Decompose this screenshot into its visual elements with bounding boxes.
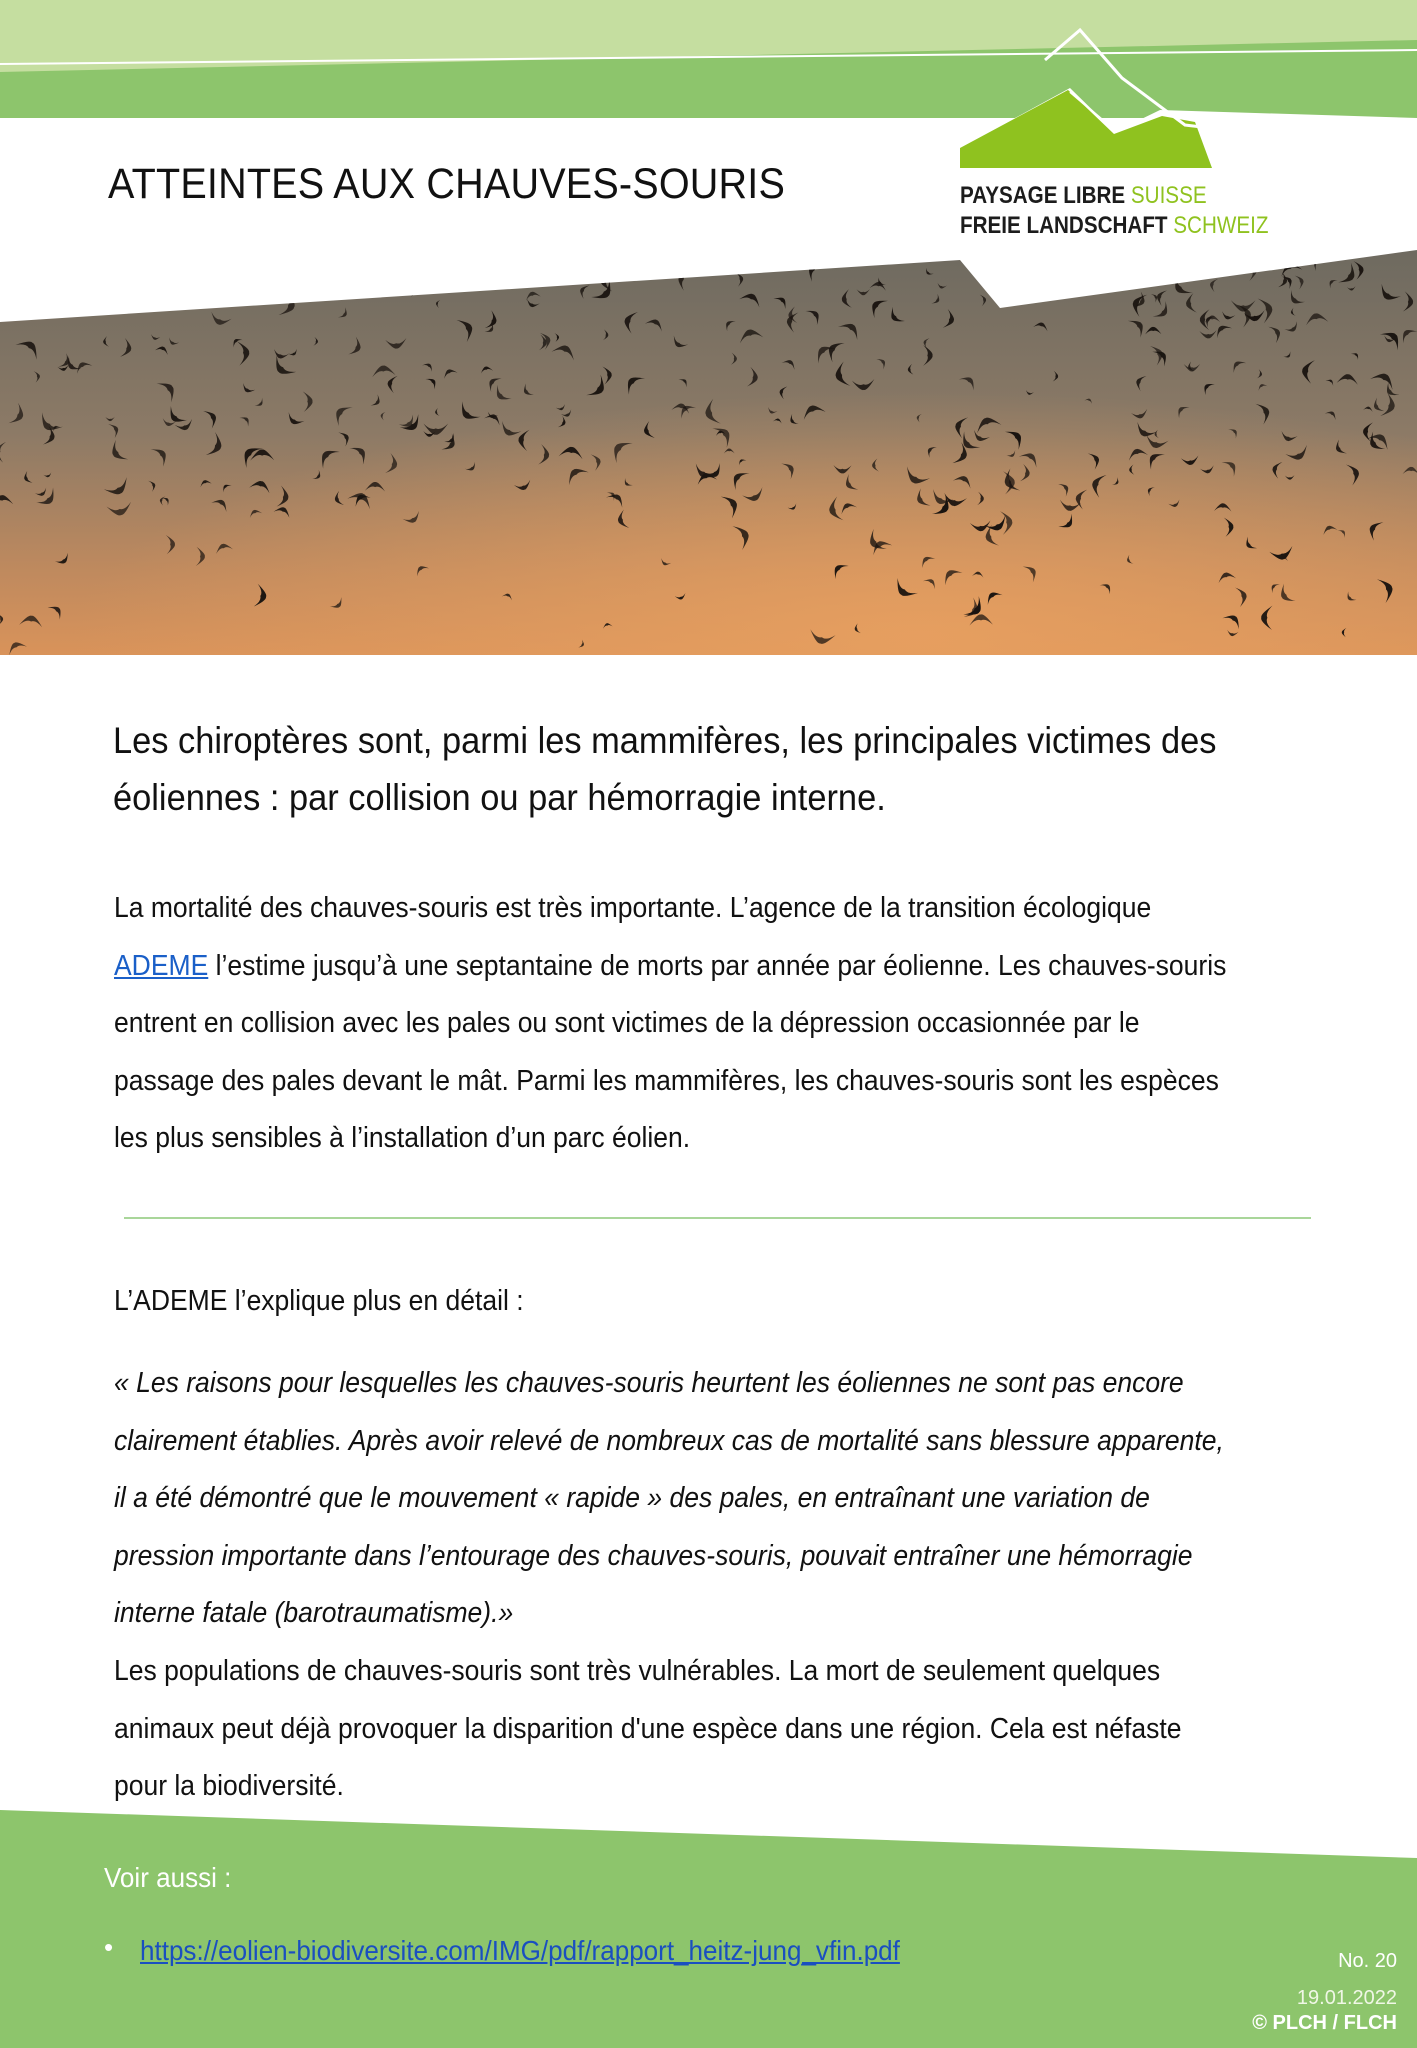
paragraph-mortality xyxy=(114,880,1241,1168)
bat-silhouette xyxy=(109,289,125,309)
bat-silhouette xyxy=(791,259,802,265)
bat-silhouette xyxy=(123,277,129,288)
bat-silhouette xyxy=(0,264,23,289)
bat-silhouette xyxy=(91,263,98,276)
bat-silhouette xyxy=(109,284,132,311)
bat-silhouette xyxy=(266,257,289,280)
paragraph-mortality-text-1: La mortalité des chauves-souris est très importante. L’agence de la transition écologique xyxy=(114,892,1152,924)
paragraph-ademe-intro: L’ADEME l’explique plus en détail : xyxy=(114,1285,524,1317)
logo-country-fr: SUISSE xyxy=(1130,182,1207,209)
bullet-icon: • xyxy=(104,1932,114,1962)
see-also-heading: Voir aussi : xyxy=(104,1862,232,1893)
logo-name-fr: PAYSAGE LIBRE xyxy=(960,182,1131,209)
bat-silhouette xyxy=(254,265,267,285)
bat-silhouette xyxy=(291,278,307,294)
bat-silhouette xyxy=(965,254,983,271)
bat-silhouette xyxy=(552,255,573,281)
bat-silhouette xyxy=(47,309,58,318)
bat-silhouette xyxy=(287,278,297,287)
bat-silhouette xyxy=(53,308,63,313)
bat-silhouette xyxy=(57,288,70,306)
logo-country-de: SCHWEIZ xyxy=(1173,212,1269,239)
logo-text-line-1 xyxy=(960,182,1207,210)
bat-silhouette xyxy=(389,254,401,276)
bat-silhouette xyxy=(277,268,295,279)
bat-silhouette xyxy=(1095,261,1109,280)
bat-silhouette xyxy=(124,279,135,293)
paragraph-mortality-text-2: l’estime jusqu’à une septantaine de morts par année par éolienne. Les chauves-souris entrent en collision avec les pales ou sont victimes de la dépression occasionnée par le passage des pales devant le mât. Parmi les mammifères, les chauves-souris sont les espèces les plus sensibles à l’installation d’un parc éolien. xyxy=(114,949,1227,1154)
bat-silhouette xyxy=(584,259,602,274)
bat-silhouette xyxy=(117,262,138,273)
section-divider xyxy=(124,1217,1311,1219)
ademe-link[interactable]: ADEME xyxy=(114,949,209,982)
lead-paragraph: Les chiroptères sont, parmi les mammifères, les principales victimes des éoliennes : par collision ou par hémorragie interne. xyxy=(113,720,1217,818)
paragraph-vulnerability: Les populations de chauves-souris sont très vulnérables. La mort de seulement quelques animaux peut déjà provoquer la disparition d'une espèce dans une région. Cela est néfaste pour la biodiversité. xyxy=(114,1655,1182,1802)
bat-swarm-photo xyxy=(0,250,1417,655)
bat-silhouette xyxy=(149,271,158,277)
bat-silhouette xyxy=(147,270,157,285)
copyright-notice: © PLCH / FLCH xyxy=(1252,2012,1397,2034)
bat-silhouette xyxy=(683,253,704,270)
bat-silhouette xyxy=(309,258,321,274)
bat-silhouette xyxy=(437,255,454,269)
bat-silhouette xyxy=(705,258,715,268)
bat-silhouette xyxy=(671,270,687,278)
bat-silhouette xyxy=(156,263,172,284)
logo-text-line-2 xyxy=(960,212,1268,240)
page-title: ATTEINTES AUX CHAUVES-SOURIS xyxy=(108,160,786,208)
bat-silhouette xyxy=(1194,267,1210,277)
logo-name-de: FREIE LANDSCHAFT xyxy=(960,212,1174,239)
bat-silhouette xyxy=(212,260,220,277)
document-number: No. 20 xyxy=(1338,1950,1397,1972)
document-date: 19.01.2022 xyxy=(1296,1987,1397,2009)
footer-graphic xyxy=(0,1800,1417,2048)
report-pdf-link[interactable]: https://eolien-biodiversite.com/IMG/pdf/rapport_heitz-jung_vfin.pdf xyxy=(140,1935,900,1966)
bat-silhouette xyxy=(17,306,36,316)
ademe-quote: « Les raisons pour lesquelles les chauves-souris heurtent les éoliennes ne sont pas encore clairement établies. Après avoir relevé de nombreux cas de mortalité sans blessure apparente, il a été démontré que le mouvement « rapide » des pales, en entraînant une variation de pression importante dans l’entourage des chauves-souris, pouvait entraîner une hémorragie interne fatale (barotraumatisme).» xyxy=(114,1367,1224,1629)
